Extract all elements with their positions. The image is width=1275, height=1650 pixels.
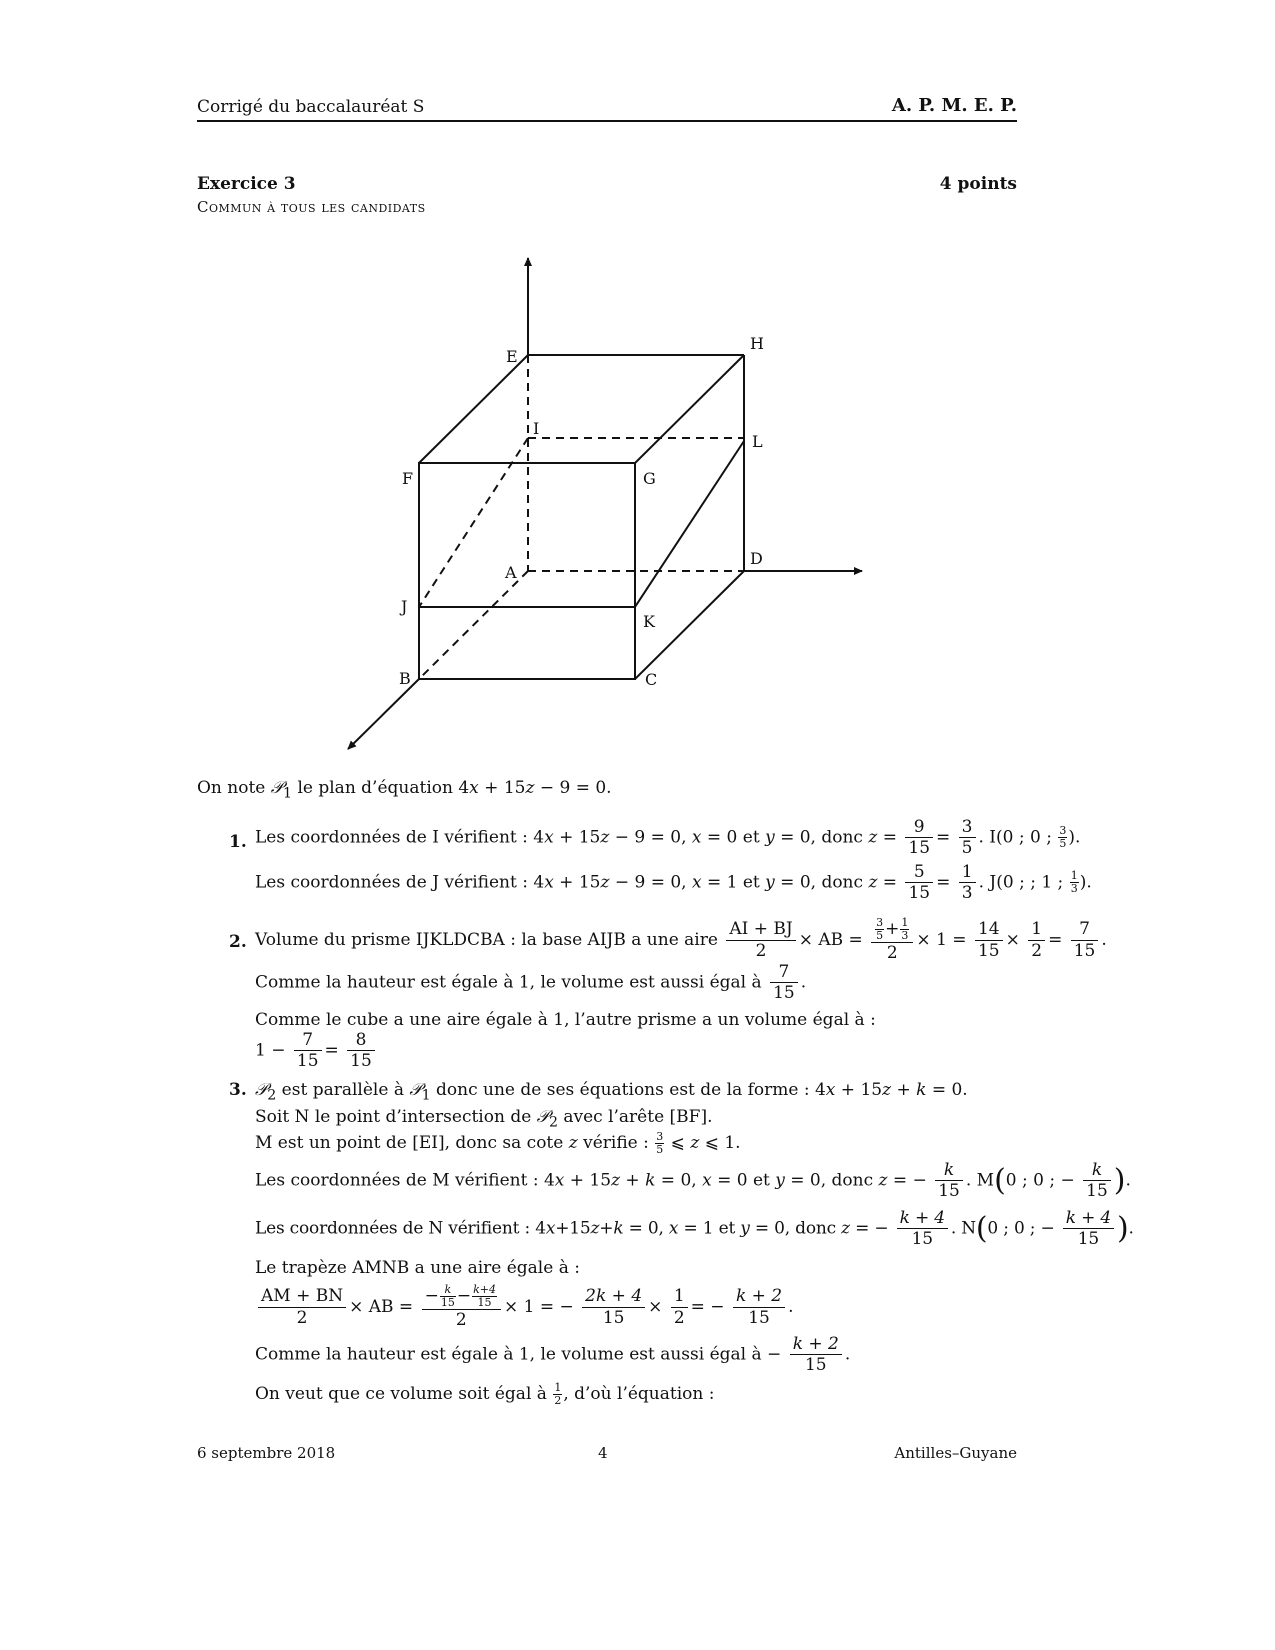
label-I: I xyxy=(533,419,540,438)
label-A: A xyxy=(505,563,517,582)
exercise-subtitle: Commun à tous les candidats xyxy=(197,198,426,216)
q3-line5: Les coordonnées de N vérifient : 4x+15z+k = 0, x = 1 et y = 0, donc z = − $\frac{k + 4}{15}$ . N(0 ; 0 ; − $\frac{k + 4}{15}$ ). xyxy=(255,1208,1134,1250)
label-B: B xyxy=(399,669,411,688)
intro-line: On note 𝒫$_1$ le plan d’équation 4x + 15z − 9 = 0. xyxy=(197,778,612,802)
label-C: C xyxy=(645,670,658,689)
label-E: E xyxy=(506,347,518,366)
q3-line2: Soit N le point d’intersection de 𝒫$_2$ avec l’arête [BF]. xyxy=(255,1107,713,1131)
footer-location: Antilles–Guyane xyxy=(894,1444,1017,1462)
footer-page-number: 4 xyxy=(598,1444,608,1462)
fraction: $\frac{3}{5}$ xyxy=(959,817,976,859)
q2-line3: Comme le cube a une aire égale à 1, l’autre prisme a un volume égal à : xyxy=(255,1010,876,1030)
fraction: $\frac{9}{15}$ xyxy=(905,817,933,859)
q1-line2: Les coordonnées de J vérifient : 4x + 15z − 9 = 0, x = 1 et y = 0, donc z = $\frac{5}{15}$ = $\frac{1}{3}$ . J(0 ; ; 1 ; $\frac{1}{3}$ ). xyxy=(255,862,1092,904)
q3-line4: Les coordonnées de M vérifient : 4x + 15z + k = 0, x = 0 et y = 0, donc z = − $\frac{k}{15}$ . M(0 ; 0 ; − $\frac{k}{15}$ ). xyxy=(255,1160,1131,1202)
question-3-number: 3. xyxy=(229,1080,247,1100)
q2-line4: 1 − $\frac{7}{15}$ = $\frac{8}{15}$ xyxy=(255,1030,378,1072)
q3-line6: Le trapèze AMNB a une aire égale à : xyxy=(255,1258,580,1278)
edge-KL xyxy=(635,441,744,607)
fraction: $\frac{1}{3}$ xyxy=(959,862,976,904)
question-2-number: 2. xyxy=(229,932,247,952)
fraction: $\frac{5}{15}$ xyxy=(905,862,933,904)
label-D: D xyxy=(750,549,763,568)
footer-date: 6 septembre 2018 xyxy=(197,1444,336,1462)
label-H: H xyxy=(750,334,764,353)
edge-AB-hidden xyxy=(419,571,528,679)
label-F: F xyxy=(402,469,414,488)
label-J: J xyxy=(401,597,408,616)
q3-line8: Comme la hauteur est égale à 1, le volume est aussi égal à − $\frac{k + 2}{15}$ . xyxy=(255,1334,851,1376)
header-right: A. P. M. E. P. xyxy=(891,95,1017,116)
q1-line1: Les coordonnées de I vérifient : 4x + 15z − 9 = 0, x = 0 et y = 0, donc z = $\frac{9}{15}$ = $\frac{3}{5}$ . I(0 ; 0 ; $\frac{3}{5}$ ). xyxy=(255,817,1081,859)
q3-line1: 𝒫$_2$ est parallèle à 𝒫$_1$ donc une de ses équations est de la forme : 4x + 15z + k = 0. xyxy=(255,1080,968,1104)
q3-line9: On veut que ce volume soit égal à $\frac{1}{2}$ , d’où l’équation : xyxy=(255,1381,715,1408)
header-left: Corrigé du baccalauréat S xyxy=(197,97,425,117)
edge-FE xyxy=(419,355,528,463)
label-G: G xyxy=(643,469,656,488)
q3-line3: M est un point de [EI], donc sa cote z vérifie : $\frac{3}{5}$ ⩽ z ⩽ 1. xyxy=(255,1130,741,1157)
exercise-points: 4 points xyxy=(939,174,1017,194)
label-K: K xyxy=(643,612,655,631)
x-axis xyxy=(348,679,419,749)
question-1-number: 1. xyxy=(229,832,247,852)
edge-GH xyxy=(635,355,744,463)
q2-line1: Volume du prisme IJKLDCBA : la base AIJB a une aire $\frac{AI + BJ}{2}$ × AB = $\frac{3}{5}$ + $\frac{1}{3}$ 2 × 1 = $\frac{14}{15}$ × $\frac{1}{2}$ = $\frac{7}{15}$ . xyxy=(255,916,1107,964)
exercise-title: Exercice 3 xyxy=(197,174,296,194)
label-L: L xyxy=(752,432,763,451)
q3-line7: $\frac{AM + BN}{2}$ × AB = − $\frac{k}{15}$ − $\frac{k+4}{15}$ 2 × 1 = − $\frac{2k + 4}{15}$ × $\frac{1}{2}$ = − $\frac{k + 2}{15}$ . xyxy=(255,1284,794,1331)
cube-figure xyxy=(0,0,1275,800)
q2-line2: Comme la hauteur est égale à 1, le volume est aussi égal à $\frac{7}{15}$ . xyxy=(255,962,807,1004)
